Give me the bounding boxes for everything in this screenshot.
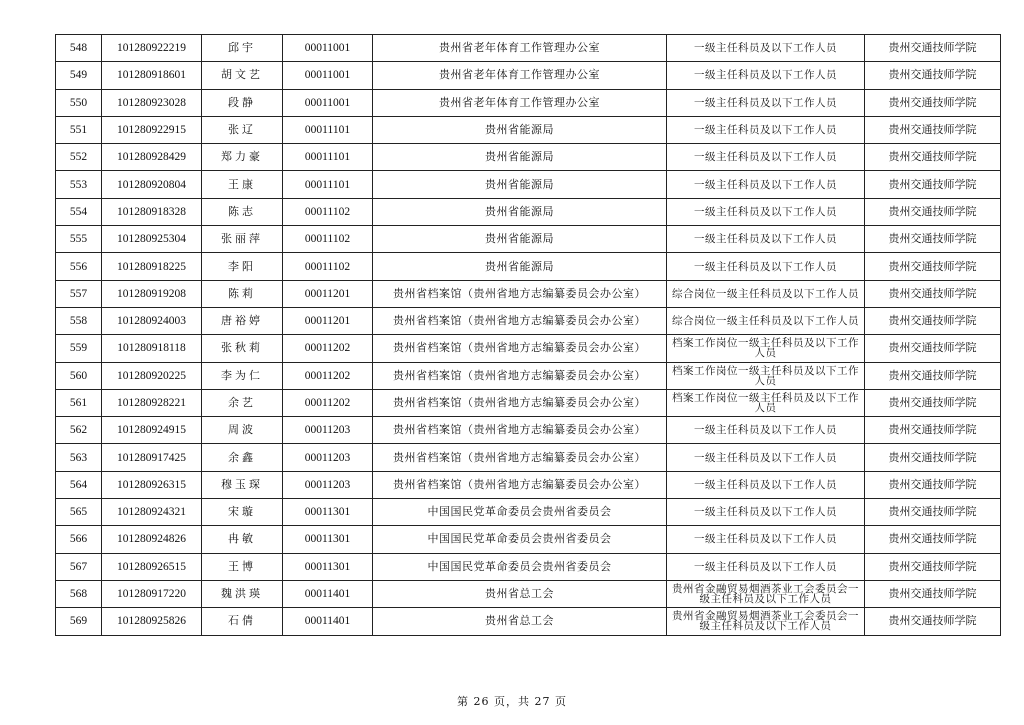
ticket-number-cell: 101280926515 — [102, 553, 202, 580]
candidate-name-cell: 唐裕婷 — [202, 307, 283, 334]
post-cell: 一级主任科员及以下工作人员 — [667, 171, 865, 198]
ticket-number-cell: 101280918328 — [102, 198, 202, 225]
ticket-number-cell: 101280928221 — [102, 389, 202, 416]
exam-site-cell: 贵州交通技师学院 — [865, 499, 1001, 526]
table-row — [56, 471, 1001, 498]
ticket-number-cell: 101280922219 — [102, 35, 202, 62]
seq-cell: 564 — [56, 471, 102, 498]
candidate-name-cell: 李为仁 — [202, 362, 283, 389]
seq-cell: 553 — [56, 171, 102, 198]
seq-cell: 568 — [56, 580, 102, 607]
post-cell: 一级主任科员及以下工作人员 — [667, 417, 865, 444]
seq-cell: 557 — [56, 280, 102, 307]
position-code-cell: 00011301 — [283, 526, 373, 553]
seq-cell: 569 — [56, 608, 102, 635]
exam-site-cell: 贵州交通技师学院 — [865, 362, 1001, 389]
exam-site-cell: 贵州交通技师学院 — [865, 144, 1001, 171]
post-cell: 一级主任科员及以下工作人员 — [667, 444, 865, 471]
exam-site-cell: 贵州交通技师学院 — [865, 471, 1001, 498]
candidate-name-cell: 魏洪瑛 — [202, 580, 283, 607]
position-code-cell: 00011203 — [283, 444, 373, 471]
exam-site-cell: 贵州交通技师学院 — [865, 280, 1001, 307]
exam-site-cell: 贵州交通技师学院 — [865, 307, 1001, 334]
post-cell: 一级主任科员及以下工作人员 — [667, 62, 865, 89]
candidate-name-cell: 张秋莉 — [202, 335, 283, 362]
department-cell: 贵州省能源局 — [373, 171, 667, 198]
seq-cell: 563 — [56, 444, 102, 471]
department-cell: 中国国民党革命委员会贵州省委员会 — [373, 553, 667, 580]
exam-site-cell: 贵州交通技师学院 — [865, 198, 1001, 225]
position-code-cell: 00011301 — [283, 553, 373, 580]
exam-site-cell: 贵州交通技师学院 — [865, 608, 1001, 635]
table-row — [56, 526, 1001, 553]
department-cell: 贵州省总工会 — [373, 608, 667, 635]
page-footer: 第 26 页，共 27 页 — [457, 695, 567, 708]
candidate-name-cell: 冉敏 — [202, 526, 283, 553]
post-cell: 一级主任科员及以下工作人员 — [667, 253, 865, 280]
ticket-number-cell: 101280917425 — [102, 444, 202, 471]
position-code-cell: 00011201 — [283, 307, 373, 334]
department-cell: 贵州省能源局 — [373, 198, 667, 225]
position-code-cell: 00011301 — [283, 499, 373, 526]
table-row — [56, 89, 1001, 116]
exam-site-cell: 贵州交通技师学院 — [865, 89, 1001, 116]
department-cell: 中国国民党革命委员会贵州省委员会 — [373, 499, 667, 526]
exam-site-cell: 贵州交通技师学院 — [865, 116, 1001, 143]
table-row — [56, 553, 1001, 580]
table-row — [56, 253, 1001, 280]
candidate-name-cell: 周波 — [202, 417, 283, 444]
ticket-number-cell: 101280920804 — [102, 171, 202, 198]
table-row — [56, 580, 1001, 607]
position-code-cell: 00011101 — [283, 171, 373, 198]
position-code-cell: 00011401 — [283, 580, 373, 607]
table-row — [56, 35, 1001, 62]
position-code-cell: 00011102 — [283, 226, 373, 253]
exam-site-cell: 贵州交通技师学院 — [865, 226, 1001, 253]
department-cell: 贵州省老年体育工作管理办公室 — [373, 35, 667, 62]
candidate-name-cell: 张辽 — [202, 116, 283, 143]
position-code-cell: 00011102 — [283, 198, 373, 225]
candidate-name-cell: 张丽萍 — [202, 226, 283, 253]
candidate-name-cell: 陈志 — [202, 198, 283, 225]
table-row — [56, 417, 1001, 444]
post-cell: 综合岗位一级主任科员及以下工作人员 — [667, 280, 865, 307]
seq-cell: 548 — [56, 35, 102, 62]
exam-site-cell: 贵州交通技师学院 — [865, 62, 1001, 89]
table-row — [56, 389, 1001, 416]
exam-site-cell: 贵州交通技师学院 — [865, 417, 1001, 444]
table-row — [56, 280, 1001, 307]
ticket-number-cell: 101280924826 — [102, 526, 202, 553]
ticket-number-cell: 101280918225 — [102, 253, 202, 280]
exam-site-cell: 贵州交通技师学院 — [865, 335, 1001, 362]
ticket-number-cell: 101280923028 — [102, 89, 202, 116]
table-row — [56, 499, 1001, 526]
exam-site-cell: 贵州交通技师学院 — [865, 553, 1001, 580]
post-cell: 档案工作岗位一级主任科员及以下工作人员 — [667, 389, 865, 416]
candidate-name-cell: 王康 — [202, 171, 283, 198]
post-cell: 一级主任科员及以下工作人员 — [667, 35, 865, 62]
seq-cell: 551 — [56, 116, 102, 143]
table-row — [56, 116, 1001, 143]
seq-cell: 558 — [56, 307, 102, 334]
position-code-cell: 00011101 — [283, 144, 373, 171]
candidate-name-cell: 余鑫 — [202, 444, 283, 471]
post-cell: 一级主任科员及以下工作人员 — [667, 89, 865, 116]
exam-site-cell: 贵州交通技师学院 — [865, 35, 1001, 62]
candidate-name-cell: 邱宇 — [202, 35, 283, 62]
department-cell: 贵州省能源局 — [373, 253, 667, 280]
department-cell: 贵州省档案馆（贵州省地方志编纂委员会办公室） — [373, 307, 667, 334]
candidate-name-cell: 石倩 — [202, 608, 283, 635]
department-cell: 贵州省档案馆（贵州省地方志编纂委员会办公室） — [373, 417, 667, 444]
ticket-number-cell: 101280918601 — [102, 62, 202, 89]
department-cell: 中国国民党革命委员会贵州省委员会 — [373, 526, 667, 553]
department-cell: 贵州省档案馆（贵州省地方志编纂委员会办公室） — [373, 389, 667, 416]
post-cell: 一级主任科员及以下工作人员 — [667, 526, 865, 553]
table-row — [56, 171, 1001, 198]
seq-cell: 562 — [56, 417, 102, 444]
seq-cell: 560 — [56, 362, 102, 389]
ticket-number-cell: 101280920225 — [102, 362, 202, 389]
table-row — [56, 226, 1001, 253]
ticket-number-cell: 101280928429 — [102, 144, 202, 171]
ticket-number-cell: 101280918118 — [102, 335, 202, 362]
ticket-number-cell: 101280919208 — [102, 280, 202, 307]
ticket-number-cell: 101280924915 — [102, 417, 202, 444]
department-cell: 贵州省能源局 — [373, 226, 667, 253]
post-cell: 贵州省金融贸易烟酒茶业工会委员会一级主任科员及以下工作人员 — [667, 608, 865, 635]
seq-cell: 559 — [56, 335, 102, 362]
position-code-cell: 00011203 — [283, 471, 373, 498]
department-cell: 贵州省老年体育工作管理办公室 — [373, 62, 667, 89]
candidate-name-cell: 胡文艺 — [202, 62, 283, 89]
ticket-number-cell: 101280917220 — [102, 580, 202, 607]
seq-cell: 549 — [56, 62, 102, 89]
department-cell: 贵州省档案馆（贵州省地方志编纂委员会办公室） — [373, 362, 667, 389]
candidate-name-cell: 郑力豪 — [202, 144, 283, 171]
post-cell: 一级主任科员及以下工作人员 — [667, 144, 865, 171]
exam-site-cell: 贵州交通技师学院 — [865, 526, 1001, 553]
department-cell: 贵州省能源局 — [373, 144, 667, 171]
ticket-number-cell: 101280924003 — [102, 307, 202, 334]
seq-cell: 566 — [56, 526, 102, 553]
table-row — [56, 307, 1001, 334]
ticket-number-cell: 101280925826 — [102, 608, 202, 635]
post-cell: 一级主任科员及以下工作人员 — [667, 499, 865, 526]
ticket-number-cell: 101280924321 — [102, 499, 202, 526]
candidate-name-cell: 李阳 — [202, 253, 283, 280]
seq-cell: 552 — [56, 144, 102, 171]
post-cell: 贵州省金融贸易烟酒茶业工会委员会一级主任科员及以下工作人员 — [667, 580, 865, 607]
post-cell: 档案工作岗位一级主任科员及以下工作人员 — [667, 362, 865, 389]
position-code-cell: 00011401 — [283, 608, 373, 635]
table-row — [56, 198, 1001, 225]
seq-cell: 554 — [56, 198, 102, 225]
post-cell: 一级主任科员及以下工作人员 — [667, 226, 865, 253]
table-row — [56, 62, 1001, 89]
department-cell: 贵州省档案馆（贵州省地方志编纂委员会办公室） — [373, 471, 667, 498]
candidate-name-cell: 余艺 — [202, 389, 283, 416]
ticket-number-cell: 101280926315 — [102, 471, 202, 498]
table-row — [56, 144, 1001, 171]
seq-cell: 550 — [56, 89, 102, 116]
position-code-cell: 00011202 — [283, 335, 373, 362]
position-code-cell: 00011001 — [283, 35, 373, 62]
seq-cell: 565 — [56, 499, 102, 526]
position-code-cell: 00011001 — [283, 62, 373, 89]
candidate-name-cell: 段静 — [202, 89, 283, 116]
department-cell: 贵州省能源局 — [373, 116, 667, 143]
post-cell: 一级主任科员及以下工作人员 — [667, 471, 865, 498]
exam-site-cell: 贵州交通技师学院 — [865, 444, 1001, 471]
post-cell: 一级主任科员及以下工作人员 — [667, 198, 865, 225]
department-cell: 贵州省档案馆（贵州省地方志编纂委员会办公室） — [373, 444, 667, 471]
exam-roster-table — [55, 34, 1001, 636]
position-code-cell: 00011203 — [283, 417, 373, 444]
position-code-cell: 00011102 — [283, 253, 373, 280]
position-code-cell: 00011202 — [283, 362, 373, 389]
table-row — [56, 362, 1001, 389]
candidate-name-cell: 王博 — [202, 553, 283, 580]
ticket-number-cell: 101280925304 — [102, 226, 202, 253]
post-cell: 综合岗位一级主任科员及以下工作人员 — [667, 307, 865, 334]
position-code-cell: 00011202 — [283, 389, 373, 416]
ticket-number-cell: 101280922915 — [102, 116, 202, 143]
post-cell: 一级主任科员及以下工作人员 — [667, 553, 865, 580]
seq-cell: 567 — [56, 553, 102, 580]
seq-cell: 561 — [56, 389, 102, 416]
candidate-name-cell: 陈莉 — [202, 280, 283, 307]
department-cell: 贵州省档案馆（贵州省地方志编纂委员会办公室） — [373, 335, 667, 362]
exam-site-cell: 贵州交通技师学院 — [865, 171, 1001, 198]
table-row — [56, 335, 1001, 362]
seq-cell: 556 — [56, 253, 102, 280]
position-code-cell: 00011001 — [283, 89, 373, 116]
candidate-name-cell: 宋璇 — [202, 499, 283, 526]
candidate-name-cell: 穆玉琛 — [202, 471, 283, 498]
position-code-cell: 00011201 — [283, 280, 373, 307]
post-cell: 档案工作岗位一级主任科员及以下工作人员 — [667, 335, 865, 362]
exam-site-cell: 贵州交通技师学院 — [865, 389, 1001, 416]
department-cell: 贵州省老年体育工作管理办公室 — [373, 89, 667, 116]
post-cell: 一级主任科员及以下工作人员 — [667, 116, 865, 143]
table-row — [56, 608, 1001, 635]
department-cell: 贵州省总工会 — [373, 580, 667, 607]
exam-site-cell: 贵州交通技师学院 — [865, 253, 1001, 280]
table-body — [56, 35, 1001, 636]
position-code-cell: 00011101 — [283, 116, 373, 143]
exam-site-cell: 贵州交通技师学院 — [865, 580, 1001, 607]
table-row — [56, 444, 1001, 471]
department-cell: 贵州省档案馆（贵州省地方志编纂委员会办公室） — [373, 280, 667, 307]
seq-cell: 555 — [56, 226, 102, 253]
